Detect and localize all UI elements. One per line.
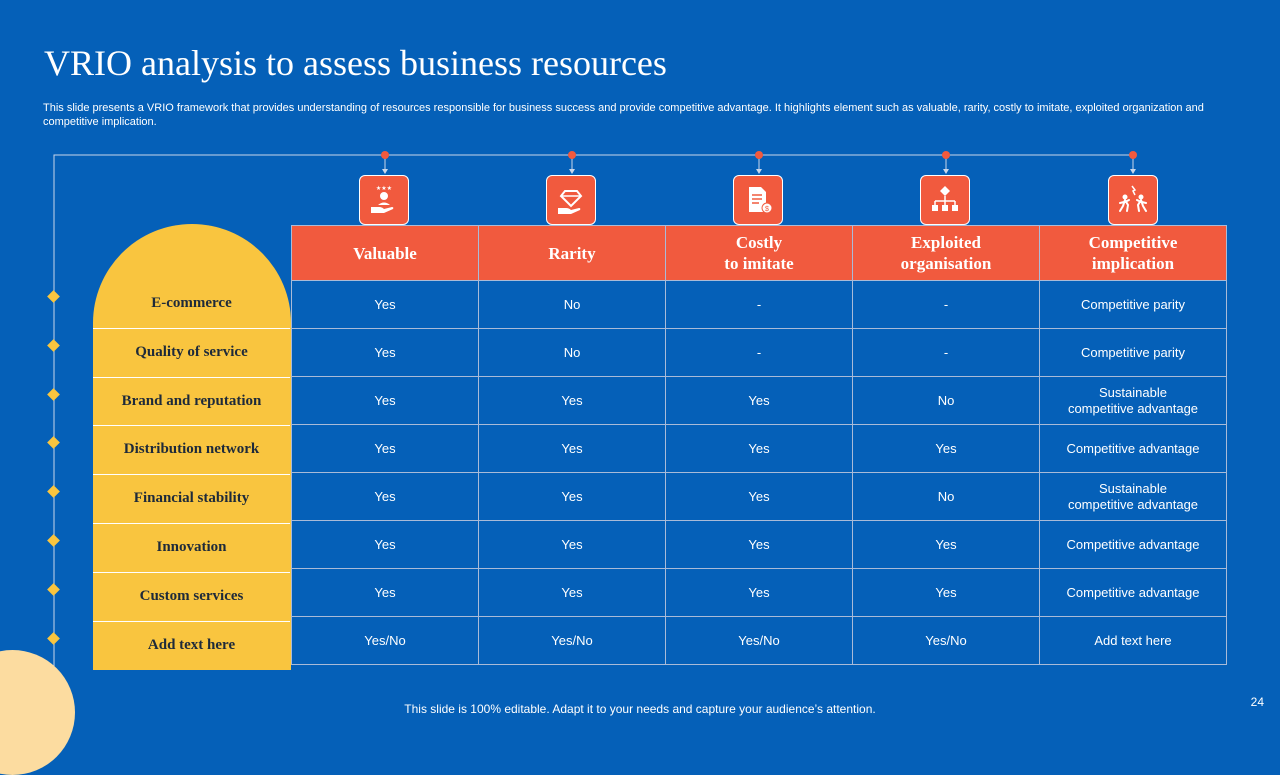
row-label: Quality of service: [93, 328, 290, 376]
table-cell: Sustainable competitive advantage: [1040, 473, 1227, 521]
row-label: Distribution network: [93, 425, 290, 473]
table-row: [292, 473, 1227, 521]
row-label: Innovation: [93, 523, 290, 571]
table-row: [292, 425, 1227, 473]
table-cell: -: [853, 329, 1040, 377]
table-row: [292, 329, 1227, 377]
row-label: E-commerce: [151, 294, 232, 311]
table-cell: Yes: [479, 521, 666, 569]
table-cell: Yes: [292, 425, 479, 473]
table-cell: Yes: [292, 569, 479, 617]
table-cell: Yes: [292, 329, 479, 377]
slide-title: VRIO analysis to assess business resources: [44, 43, 667, 83]
table-row: [292, 617, 1227, 665]
connector-dot: [1129, 151, 1137, 159]
table-cell: Yes: [292, 521, 479, 569]
column-header-2: Costly to imitate: [666, 226, 853, 281]
table-cell: Competitive advantage: [1040, 425, 1227, 473]
row-label: Add text here: [93, 621, 290, 669]
table-cell: Competitive parity: [1040, 281, 1227, 329]
table-cell: Yes/No: [479, 617, 666, 665]
table-cell: Yes/No: [853, 617, 1040, 665]
table-cell: Sustainable competitive advantage: [1040, 377, 1227, 425]
slide-subtitle: This slide presents a VRIO framework that provides understanding of resources responsible for business success and provide competitive advantage. It highlights element such as valuable, rarity, costly to imitate, exploited organization and competitive implication.: [43, 102, 1204, 128]
svg-text:★★★: ★★★: [375, 186, 393, 192]
table-cell: Yes: [479, 377, 666, 425]
connector-dot: [568, 151, 576, 159]
table-cell: Yes: [292, 473, 479, 521]
table-cell: Yes: [666, 569, 853, 617]
table-cell: Yes: [666, 377, 853, 425]
table-cell: Add text here: [1040, 617, 1227, 665]
table-cell: Yes: [479, 473, 666, 521]
table-cell: Competitive advantage: [1040, 569, 1227, 617]
table-cell: Competitive advantage: [1040, 521, 1227, 569]
table-header-row: [292, 226, 1227, 281]
column-header-4: Competitive implication: [1040, 226, 1227, 281]
vrio-table: [291, 225, 1227, 665]
connector-dot: [381, 151, 389, 159]
column-header-1: Rarity: [479, 226, 666, 281]
table-cell: Yes: [479, 425, 666, 473]
table-cell: Yes: [292, 377, 479, 425]
table-cell: Yes: [666, 425, 853, 473]
row-label: Custom services: [93, 572, 290, 620]
connector-dot: [942, 151, 950, 159]
table-row: [292, 521, 1227, 569]
table-cell: Yes: [853, 569, 1040, 617]
table-cell: Yes/No: [292, 617, 479, 665]
table-cell: Yes: [666, 473, 853, 521]
table-cell: -: [666, 329, 853, 377]
table-cell: -: [666, 281, 853, 329]
table-cell: No: [479, 281, 666, 329]
hand-award-icon: [359, 175, 409, 225]
organization-chart-icon: [920, 175, 970, 225]
diamond-hand-icon: [546, 175, 596, 225]
table-row: [292, 569, 1227, 617]
table-cell: Yes/No: [666, 617, 853, 665]
table-row: [292, 377, 1227, 425]
table-cell: Competitive parity: [1040, 329, 1227, 377]
connector-dot: [755, 151, 763, 159]
row-label: Financial stability: [93, 474, 290, 522]
document-cost-icon: [733, 175, 783, 225]
competitors-icon: [1108, 175, 1158, 225]
table-cell: -: [853, 281, 1040, 329]
column-header-0: Valuable: [292, 226, 479, 281]
page-number: 24: [1250, 695, 1264, 709]
footer-note: This slide is 100% editable. Adapt it to your needs and capture your audience’s attention.: [404, 702, 876, 716]
table-cell: Yes: [292, 281, 479, 329]
table-row: [292, 281, 1227, 329]
table-cell: No: [853, 377, 1040, 425]
table-cell: Yes: [853, 425, 1040, 473]
column-header-3: Exploited organisation: [853, 226, 1040, 281]
row-label: Brand and reputation: [93, 377, 290, 425]
svg-text:$: $: [765, 206, 769, 213]
table-cell: No: [479, 329, 666, 377]
table-cell: Yes: [479, 569, 666, 617]
table-cell: Yes: [853, 521, 1040, 569]
table-cell: Yes: [666, 521, 853, 569]
table-cell: No: [853, 473, 1040, 521]
